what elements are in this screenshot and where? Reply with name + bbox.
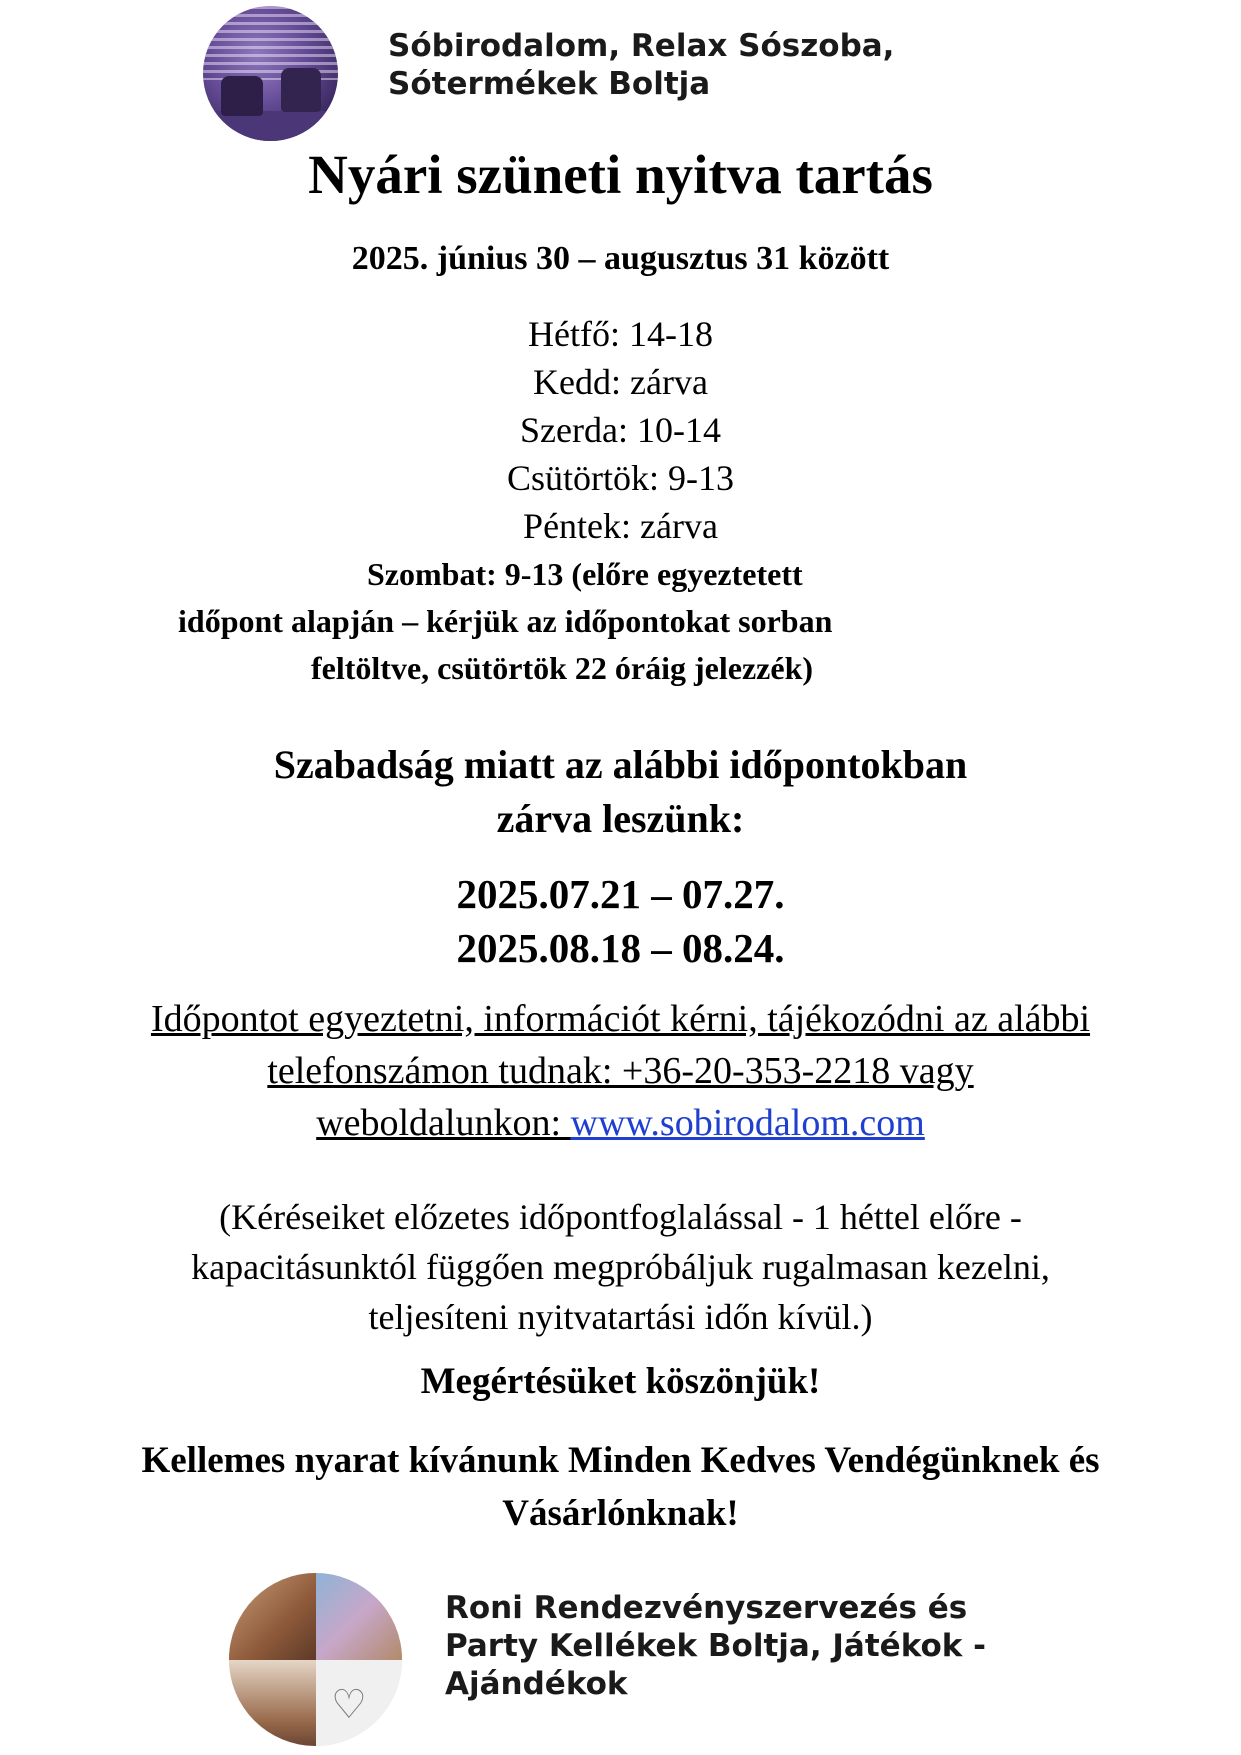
contact-info xyxy=(0,993,1241,1149)
closed-date-range: 2025.08.18 – 08.24. xyxy=(456,925,785,971)
wish-line: Vásárlónknak! xyxy=(502,1493,739,1534)
saturday-line: feltöltve, csütörtök 22 óráig jelezzék) xyxy=(311,650,814,686)
vacation-line: zárva leszünk: xyxy=(496,796,745,841)
opening-hours-list xyxy=(0,310,1241,550)
wish-line: Kellemes nyarat kívánunk Minden Kedves Vendégünknek és xyxy=(141,1440,1100,1481)
page-title: Nyári szüneti nyitva tartás xyxy=(308,144,933,205)
business-name-line: Sótermékek Boltja xyxy=(388,65,711,102)
saturday-line: időpont alapján – kérjük az időpontokat sorban xyxy=(178,603,833,639)
summer-wish xyxy=(0,1434,1241,1540)
contact-line: Időpontot egyeztetni, információt kérni, tájékozódni az alábbi xyxy=(150,998,1091,1040)
hours-friday: Péntek: zárva xyxy=(523,506,718,546)
hours-tuesday: Kedd: zárva xyxy=(533,362,708,402)
contact-web-prefix: weboldalunkon: xyxy=(316,1102,571,1144)
hours-monday: Hétfő: 14-18 xyxy=(528,314,713,354)
closed-date-range: 2025.07.21 – 07.27. xyxy=(456,871,785,917)
salt-room-logo-image xyxy=(203,6,338,141)
business-name-line: Ajándékok xyxy=(445,1665,628,1702)
note-line: kapacitásunktól függően megpróbáljuk rugalmasan kezelni, xyxy=(191,1247,1050,1287)
period-subtitle: 2025. június 30 – augusztus 31 között xyxy=(351,240,890,277)
vacation-notice xyxy=(0,738,1241,846)
note-line: teljesíteni nyitvatartási időn kívül.) xyxy=(368,1297,873,1337)
contact-phone-line: telefonszámon tudnak: +36-20-353-2218 vagy xyxy=(267,1050,974,1092)
note-line: (Kéréseiket előzetes időpontfoglalással - 1 héttel előre - xyxy=(219,1197,1022,1237)
thanks-message: Megértésüket köszönjük! xyxy=(420,1361,821,1402)
closed-dates xyxy=(0,867,1241,975)
vacation-line: Szabadság miatt az alábbi időpontokban xyxy=(273,742,968,787)
salt-room-business-name xyxy=(388,28,894,104)
party-shop-logo-image xyxy=(229,1573,402,1746)
business-name-line: Sóbirodalom, Relax Sószoba, xyxy=(388,28,895,64)
booking-note xyxy=(0,1192,1241,1342)
heart-icon: ♡ xyxy=(331,1682,367,1727)
hours-thursday: Csütörtök: 9-13 xyxy=(506,458,734,498)
party-shop-business-name xyxy=(445,1590,986,1703)
saturday-line: Szombat: 9-13 (előre egyeztetett xyxy=(367,556,803,592)
business-name-line: Party Kellékek Boltja, Játékok - xyxy=(445,1627,987,1664)
website-link[interactable]: www.sobirodalom.com xyxy=(570,1102,925,1144)
business-name-line: Roni Rendezvényszervezés és xyxy=(445,1590,968,1626)
hours-wednesday: Szerda: 10-14 xyxy=(520,410,721,450)
